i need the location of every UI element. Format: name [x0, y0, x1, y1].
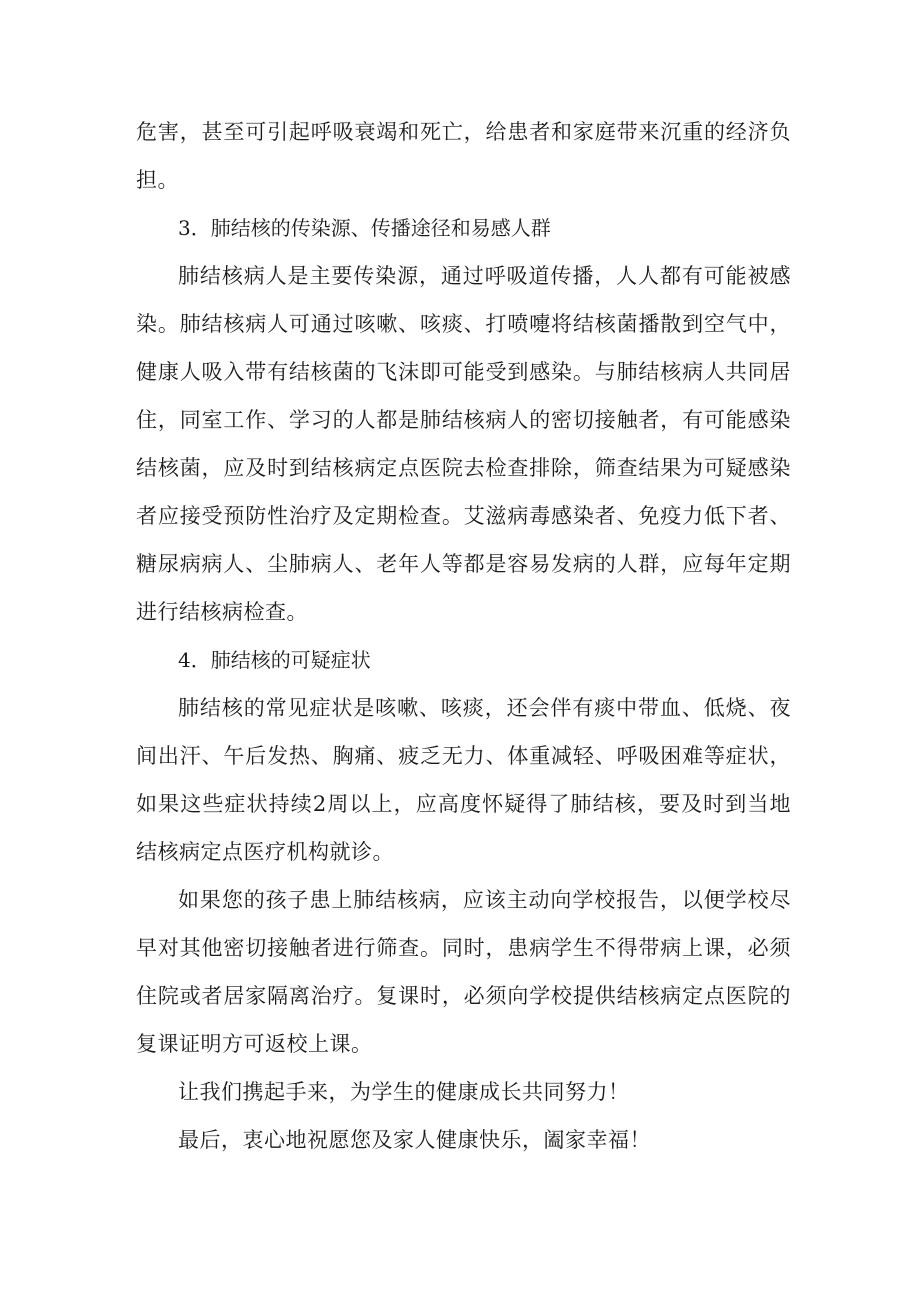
paragraph-wishes: 最后，衷心地祝愿您及家人健康快乐，阖家幸福！ [178, 1128, 651, 1152]
paragraph-sources: 肺结核病人是主要传染源，通过呼吸道传播，人人都有可能被感染。肺结核病人可通过咳嗽、咳痰、打喷嚏将结核菌播散到空气中，健康人吸入带有结核菌的飞沫即可能受到感染。与肺结核病人共同居住，同室工作、学习的人都是肺结核病人的密切接触者，有可能感染结核菌，应及时到结核病定点医院去检查排除，筛查结果为可疑感染者应接受预防性治疗及定期检查。艾滋病毒感染者、免疫力低下者、糖尿病病人、尘肺病人、老年人等都是容易发病的人群，应每年定期进行结核病检查。 [136, 264, 791, 624]
paragraph-continued: 危害，甚至可引起呼吸衰竭和死亡，给患者和家庭带来沉重的经济负担。 [136, 120, 791, 192]
paragraph-symptoms: 肺结核的常见症状是咳嗽、咳痰，还会伴有痰中带血、低烧、夜间出汗、午后发热、胸痛、疲乏无力、体重减轻、呼吸困难等症状，如果这些症状持续2周以上，应高度怀疑得了肺结核，要及时到当地结核病定点医疗机构就诊。 [136, 696, 791, 864]
section-heading-4: 4．肺结核的可疑症状 [178, 648, 371, 672]
paragraph-together: 让我们携起手来，为学生的健康成长共同努力！ [178, 1080, 630, 1104]
section-heading-3: 3．肺结核的传染源、传播途径和易感人群 [178, 216, 551, 240]
paragraph-child-report: 如果您的孩子患上肺结核病，应该主动向学校报告，以便学校尽早对其他密切接触者进行筛查。同时，患病学生不得带病上课，必须住院或者居家隔离治疗。复课时，必须向学校提供结核病定点医院的复课证明方可返校上课。 [136, 888, 791, 1056]
